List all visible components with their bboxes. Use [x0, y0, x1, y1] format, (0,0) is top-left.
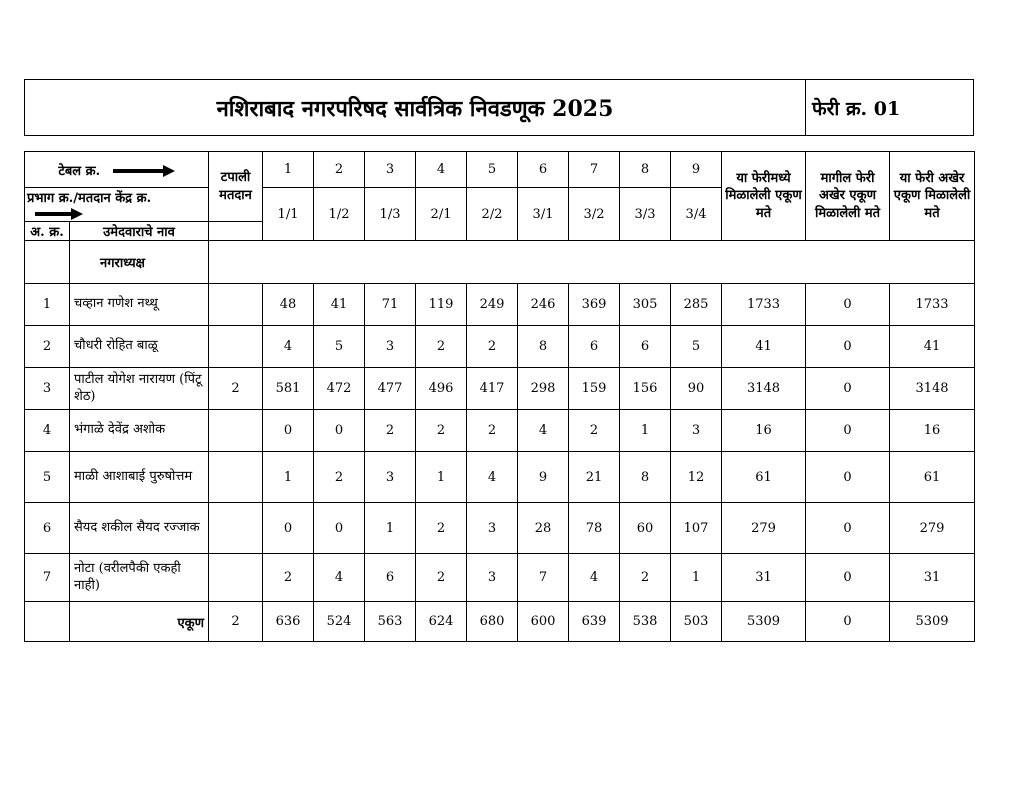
booth-cell: 1/1 [263, 188, 314, 241]
vote-cell: 8 [518, 326, 569, 368]
table-no-label: टेबल क्र. [58, 163, 101, 179]
booth-cell: 3/2 [569, 188, 620, 241]
candidate-name: पाटील योगेश नारायण (पिंटू शेठ) [70, 368, 209, 410]
vote-cell: 3 [365, 452, 416, 503]
vote-cell: 2 [467, 410, 518, 452]
ward-label-cell [25, 188, 209, 222]
total-round-votes: 5309 [722, 602, 806, 642]
vote-cell: 1 [263, 452, 314, 503]
arrow-right-icon [35, 208, 83, 220]
table-no-cell: 4 [416, 152, 467, 188]
total-cumulative-votes: 5309 [890, 602, 975, 642]
postal-votes [209, 554, 263, 602]
previous-votes: 0 [806, 410, 890, 452]
vote-cell: 305 [620, 284, 671, 326]
vote-cell: 6 [365, 554, 416, 602]
table-no-cell: 1 [263, 152, 314, 188]
cumulative-votes-header: या फेरी अखेर एकूण मिळालेली मते [890, 152, 975, 241]
vote-cell: 6 [620, 326, 671, 368]
total-vote-cell: 503 [671, 602, 722, 642]
table-no-label-cell [25, 152, 209, 188]
vote-cell: 8 [620, 452, 671, 503]
vote-cell: 21 [569, 452, 620, 503]
vote-cell: 6 [569, 326, 620, 368]
candidate-rows [25, 284, 975, 602]
vote-cell: 2 [314, 452, 365, 503]
total-vote-cell: 600 [518, 602, 569, 642]
page-title: नशिराबाद नगरपरिषद सार्वत्रिक निवडणूक 2025 [25, 80, 806, 135]
candidate-name: नोटा (वरीलपैकी एकही नाही) [70, 554, 209, 602]
booth-cell: 1/2 [314, 188, 365, 241]
vote-cell: 2 [416, 554, 467, 602]
table-row [25, 284, 975, 326]
cumulative-votes: 16 [890, 410, 975, 452]
vote-cell: 2 [263, 554, 314, 602]
postal-votes [209, 326, 263, 368]
postal-blank-cell [209, 222, 263, 241]
title-box [24, 79, 974, 136]
cumulative-votes: 61 [890, 452, 975, 503]
serial-cell: 2 [25, 326, 70, 368]
booth-cell: 3/3 [620, 188, 671, 241]
total-row [25, 602, 975, 642]
header-row-table-numbers [25, 152, 975, 188]
candidate-name: चव्हान गणेश नथ्थू [70, 284, 209, 326]
booth-cell: 2/2 [467, 188, 518, 241]
vote-cell: 3 [467, 554, 518, 602]
total-vote-cell: 524 [314, 602, 365, 642]
vote-cell: 285 [671, 284, 722, 326]
table-row [25, 326, 975, 368]
cumulative-votes: 31 [890, 554, 975, 602]
vote-cell: 2 [620, 554, 671, 602]
blank-cell [209, 241, 975, 284]
vote-cell: 107 [671, 503, 722, 554]
vote-cell: 2 [416, 326, 467, 368]
postal-votes [209, 284, 263, 326]
table-row [25, 410, 975, 452]
previous-votes: 0 [806, 284, 890, 326]
vote-cell: 369 [569, 284, 620, 326]
round-votes: 61 [722, 452, 806, 503]
vote-cell: 1 [365, 503, 416, 554]
vote-cell: 0 [314, 503, 365, 554]
serial-cell: 7 [25, 554, 70, 602]
table-row [25, 452, 975, 503]
table-no-cell: 5 [467, 152, 518, 188]
table-row [25, 368, 975, 410]
vote-cell: 156 [620, 368, 671, 410]
vote-cell: 0 [263, 503, 314, 554]
cumulative-votes: 1733 [890, 284, 975, 326]
vote-cell: 477 [365, 368, 416, 410]
table-row [25, 503, 975, 554]
vote-cell: 71 [365, 284, 416, 326]
total-vote-cell: 624 [416, 602, 467, 642]
round-votes: 16 [722, 410, 806, 452]
vote-cell: 78 [569, 503, 620, 554]
candidate-name: भंगाळे देवेंद्र अशोक [70, 410, 209, 452]
vote-cell: 12 [671, 452, 722, 503]
table-no-cell: 7 [569, 152, 620, 188]
section-title: नगराध्यक्ष [70, 241, 209, 284]
vote-cell: 48 [263, 284, 314, 326]
previous-votes: 0 [806, 326, 890, 368]
vote-cell: 9 [518, 452, 569, 503]
vote-cell: 4 [263, 326, 314, 368]
table-no-cell: 3 [365, 152, 416, 188]
blank-cell [25, 602, 70, 642]
vote-cell: 2 [416, 503, 467, 554]
previous-votes: 0 [806, 554, 890, 602]
postal-votes: 2 [209, 368, 263, 410]
table-no-cell: 8 [620, 152, 671, 188]
booth-cell: 2/1 [416, 188, 467, 241]
postal-votes [209, 452, 263, 503]
vote-cell: 41 [314, 284, 365, 326]
round-votes: 279 [722, 503, 806, 554]
results-table [24, 151, 975, 642]
total-vote-cell: 639 [569, 602, 620, 642]
vote-cell: 0 [263, 410, 314, 452]
postal-votes [209, 410, 263, 452]
serial-cell: 1 [25, 284, 70, 326]
vote-cell: 5 [314, 326, 365, 368]
vote-cell: 4 [569, 554, 620, 602]
booth-cell: 3/1 [518, 188, 569, 241]
vote-cell: 1 [416, 452, 467, 503]
table-no-cell: 9 [671, 152, 722, 188]
cumulative-votes: 41 [890, 326, 975, 368]
vote-cell: 298 [518, 368, 569, 410]
previous-votes-header: मागील फेरी अखेर एकूण मिळालेली मते [806, 152, 890, 241]
vote-cell: 5 [671, 326, 722, 368]
cumulative-votes: 3148 [890, 368, 975, 410]
vote-cell: 581 [263, 368, 314, 410]
vote-cell: 3 [365, 326, 416, 368]
total-postal: 2 [209, 602, 263, 642]
vote-cell: 2 [467, 326, 518, 368]
cumulative-votes: 279 [890, 503, 975, 554]
serial-cell: 6 [25, 503, 70, 554]
serial-header: अ. क्र. [25, 222, 70, 241]
vote-cell: 159 [569, 368, 620, 410]
vote-cell: 7 [518, 554, 569, 602]
this-round-votes-header: या फेरीमध्ये मिळालेली एकूण मते [722, 152, 806, 241]
vote-cell: 119 [416, 284, 467, 326]
vote-cell: 28 [518, 503, 569, 554]
vote-cell: 417 [467, 368, 518, 410]
table-no-cell: 2 [314, 152, 365, 188]
vote-cell: 4 [467, 452, 518, 503]
booth-cell: 3/4 [671, 188, 722, 241]
total-vote-cell: 636 [263, 602, 314, 642]
vote-cell: 1 [671, 554, 722, 602]
vote-cell: 2 [416, 410, 467, 452]
vote-cell: 246 [518, 284, 569, 326]
vote-cell: 1 [620, 410, 671, 452]
vote-cell: 2 [569, 410, 620, 452]
previous-votes: 0 [806, 368, 890, 410]
vote-cell: 90 [671, 368, 722, 410]
ward-label: प्रभाग क्र./मतदान केंद्र क्र. [27, 191, 152, 206]
total-vote-cell: 680 [467, 602, 518, 642]
vote-cell: 60 [620, 503, 671, 554]
candidate-name: माळी आशाबाई पुरुषोत्तम [70, 452, 209, 503]
vote-cell: 3 [671, 410, 722, 452]
round-votes: 31 [722, 554, 806, 602]
table-row [25, 554, 975, 602]
round-votes: 3148 [722, 368, 806, 410]
round-label: फेरी क्र. 01 [812, 97, 901, 120]
postal-votes [209, 503, 263, 554]
total-vote-cell: 563 [365, 602, 416, 642]
postal-votes-header: टपाली मतदान [209, 152, 263, 222]
total-previous-votes: 0 [806, 602, 890, 642]
vote-cell: 472 [314, 368, 365, 410]
previous-votes: 0 [806, 452, 890, 503]
vote-cell: 2 [365, 410, 416, 452]
booth-cell: 1/3 [365, 188, 416, 241]
vote-cell: 0 [314, 410, 365, 452]
vote-cell: 4 [518, 410, 569, 452]
round-votes: 1733 [722, 284, 806, 326]
arrow-right-icon [113, 165, 175, 177]
round-votes: 41 [722, 326, 806, 368]
table-no-cell: 6 [518, 152, 569, 188]
vote-cell: 3 [467, 503, 518, 554]
candidate-name: सैयद शकील सैयद रज्जाक [70, 503, 209, 554]
candidate-name-header: उमेदवाराचे नाव [70, 222, 209, 241]
candidate-name: चौधरी रोहित बाळू [70, 326, 209, 368]
blank-cell [25, 241, 70, 284]
serial-cell: 4 [25, 410, 70, 452]
vote-cell: 4 [314, 554, 365, 602]
previous-votes: 0 [806, 503, 890, 554]
section-row [25, 241, 975, 284]
vote-cell: 496 [416, 368, 467, 410]
total-vote-cell: 538 [620, 602, 671, 642]
total-label: एकूण [70, 602, 209, 642]
serial-cell: 3 [25, 368, 70, 410]
vote-cell: 249 [467, 284, 518, 326]
serial-cell: 5 [25, 452, 70, 503]
